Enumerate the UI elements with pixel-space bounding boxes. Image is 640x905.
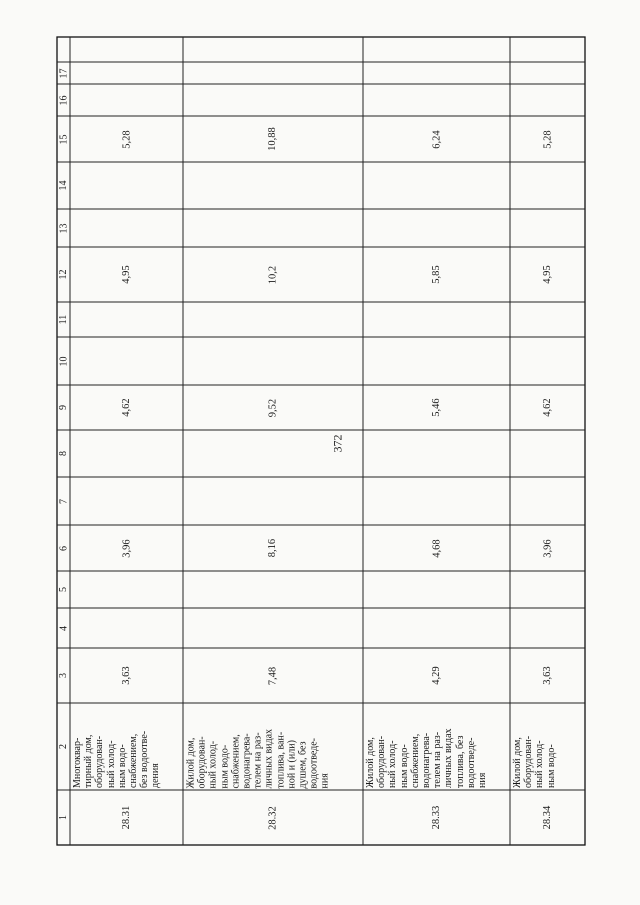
cell-value-col-15: 10,88 [267, 127, 279, 151]
column-header-2: 2 [57, 744, 69, 749]
cell-value-col-15: 5,28 [120, 129, 132, 149]
cell-value-col-6: 4,68 [430, 538, 442, 558]
cell-value-col-3: 7,48 [267, 666, 279, 685]
cell-value-col-12: 10,2 [267, 265, 279, 284]
column-header-9: 9 [57, 405, 69, 410]
column-header-7: 7 [57, 498, 69, 504]
column-header-14: 14 [57, 180, 69, 191]
cell-value-col-15: 5,28 [541, 129, 553, 149]
cell-value-col-6: 3,96 [120, 538, 132, 558]
column-header-13: 13 [57, 223, 69, 233]
column-header-5: 5 [57, 587, 69, 592]
row-description: Жилой дом, оборудован- ный холод- ным водо- снабжением, водонагрева- телем на раз- личных видах топлива, без водоотведе- ния [365, 728, 489, 788]
cell-value-col-9: 9,52 [267, 398, 279, 417]
column-header-6: 6 [57, 545, 69, 551]
cell-value-col-3: 3,63 [120, 666, 132, 685]
column-header-1: 1 [57, 815, 69, 820]
page-number: 372 [330, 434, 345, 453]
column-header-3: 3 [57, 673, 69, 678]
row-description: Многоквар- тирный дом, оборудован- ный холод- ным водо- снабжением, без водоотве- дения [72, 730, 162, 788]
row-code: 28.33 [430, 805, 442, 830]
cell-value-col-12: 4,95 [541, 265, 553, 284]
column-header-8: 8 [57, 451, 69, 456]
row-description: Жилой дом, оборудован- ный холод- ным водо- снабжением, водонагрева- телем на раз- личных видах топлива, ван- ной и (или) душем, без водоотведе- ния [185, 728, 331, 788]
cell-value-col-3: 3,63 [541, 666, 553, 685]
cell-value-col-9: 4,62 [541, 398, 553, 417]
row-code: 28.31 [120, 805, 132, 830]
column-header-10: 10 [57, 356, 69, 366]
column-header-15: 15 [57, 134, 69, 144]
column-header-16: 16 [57, 95, 69, 105]
row-code: 28.34 [541, 805, 553, 830]
cell-value-col-9: 5,46 [430, 398, 442, 417]
row-code: 28.32 [267, 805, 279, 830]
cell-value-col-15: 6,24 [430, 129, 442, 149]
cell-value-col-12: 4,95 [120, 265, 132, 284]
column-header-17: 17 [57, 68, 69, 78]
cell-value-col-3: 4,29 [430, 666, 442, 685]
column-header-4: 4 [57, 625, 69, 631]
column-header-11: 11 [57, 314, 69, 325]
cell-value-col-9: 4,62 [120, 398, 132, 417]
column-header-12: 12 [57, 269, 69, 280]
cell-value-col-6: 3,96 [541, 538, 553, 558]
row-description: Жилой дом, оборудован- ный холод- ным водо- [512, 735, 557, 788]
cell-value-col-6: 8,16 [267, 538, 279, 558]
cell-value-col-12: 5,85 [430, 265, 442, 284]
